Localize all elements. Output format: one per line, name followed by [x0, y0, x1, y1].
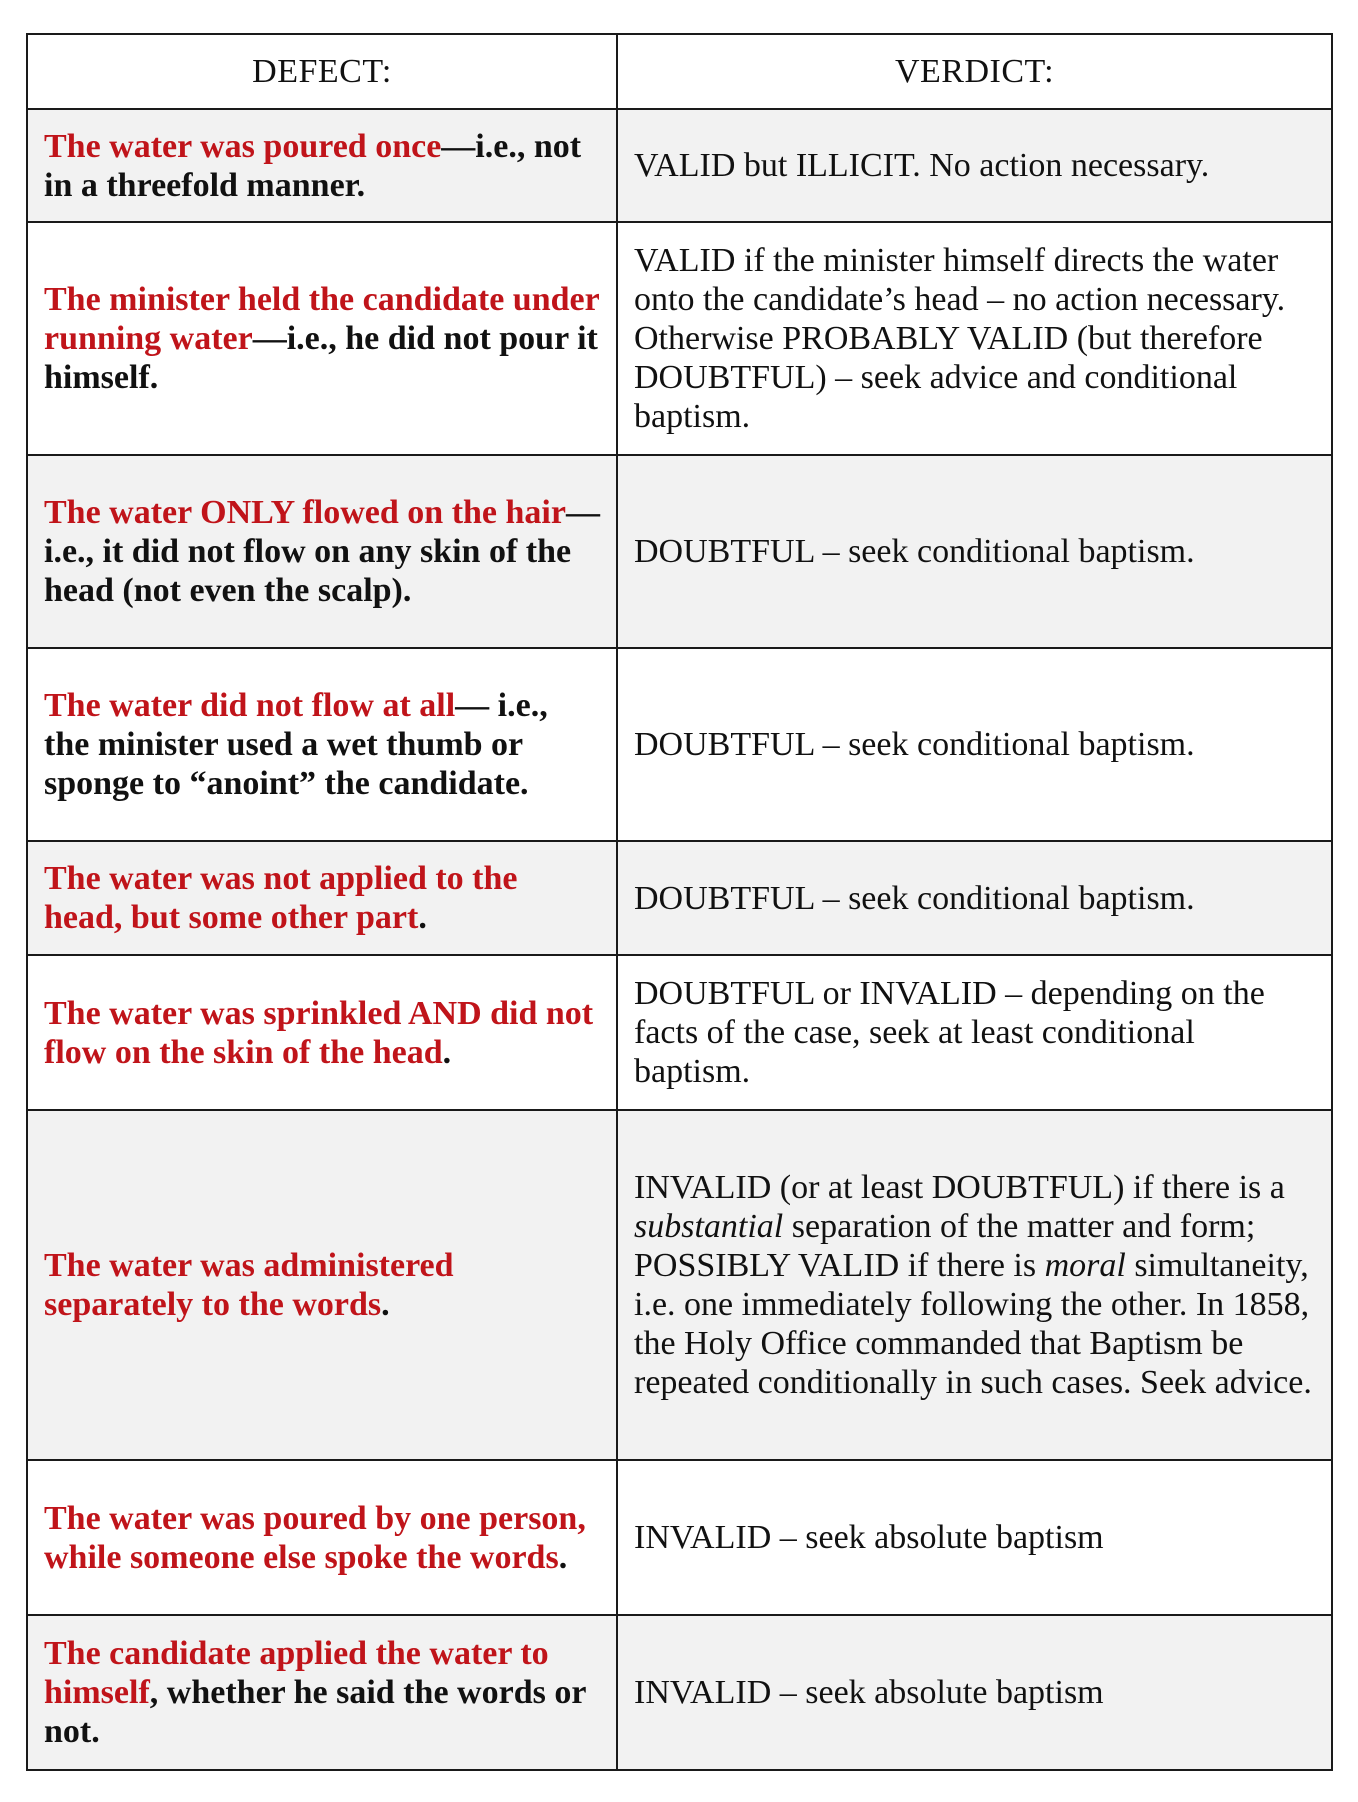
verdict-cell	[617, 1460, 1332, 1615]
defect-explanation: .	[381, 1286, 390, 1323]
defect-cell	[27, 109, 617, 222]
verdict-text: DOUBTFUL – seek conditional baptism.	[634, 533, 1195, 570]
defect-explanation: —i.e., not in a threefold manner.	[44, 127, 582, 204]
defect-highlight: The water was not applied to the head, but some other part	[44, 860, 518, 936]
table-row	[27, 109, 1332, 222]
defect-cell	[27, 1460, 617, 1615]
defect-cell	[27, 955, 617, 1110]
defect-cell	[27, 455, 617, 648]
defect-cell	[27, 222, 617, 455]
defect-cell	[27, 841, 617, 955]
table-row	[27, 1460, 1332, 1615]
verdict-text: DOUBTFUL – seek conditional baptism.	[634, 879, 1195, 917]
verdict-text: VALID but ILLICIT. No action necessary.	[634, 147, 1210, 184]
verdict-cell	[617, 841, 1332, 955]
verdict-text: DOUBTFUL – seek conditional baptism.	[634, 726, 1195, 763]
defect-highlight: The water ONLY flowed on the hair	[44, 494, 566, 531]
defect-explanation: —i.e., he did not pour it himself.	[44, 320, 598, 396]
defect-explanation: .	[418, 899, 427, 936]
verdict-cell	[617, 455, 1332, 648]
table-row	[27, 1110, 1332, 1460]
defect-cell	[27, 648, 617, 841]
defect-cell	[27, 1110, 617, 1460]
verdict-cell	[617, 955, 1332, 1110]
table-row	[27, 455, 1332, 648]
verdict-text-part-1: INVALID (or at least DOUBTFUL) if there is a	[634, 1169, 1285, 1206]
defect-explanation: —i.e., it did not flow on any skin of the head (not even the scalp).	[44, 494, 600, 609]
table-row	[27, 841, 1332, 955]
verdict-text-part-2: separation of the matter and form; POSSIBLY VALID if there is	[634, 1208, 1256, 1284]
verdict-emphasis-2: moral	[1044, 1247, 1126, 1284]
defect-verdict-table	[26, 33, 1333, 1771]
defect-highlight: The water was administered separately to the words	[44, 1247, 454, 1323]
verdict-cell	[617, 109, 1332, 222]
verdict-text: DOUBTFUL or INVALID – depending on the facts of the case, seek at least conditional baptism.	[634, 975, 1265, 1090]
verdict-cell	[617, 1615, 1332, 1770]
verdict-cell	[617, 648, 1332, 841]
verdict-text: VALID if the minister himself directs the water onto the candidate’s head – no action necessary. Otherwise PROBABLY VALID (but therefore DOUBTFUL) – seek advice and conditional baptism.	[634, 242, 1286, 435]
defect-cell	[27, 1615, 617, 1770]
verdict-text: INVALID – seek absolute baptism	[634, 1519, 1104, 1556]
defect-highlight: The minister held the candidate under running water	[44, 281, 600, 357]
defect-highlight: The candidate applied the water to himself	[44, 1635, 549, 1711]
defect-highlight: The water was poured once	[44, 127, 442, 165]
defect-highlight: The water was poured by one person, while someone else spoke the words	[44, 1499, 586, 1576]
table-row	[27, 955, 1332, 1110]
verdict-cell	[617, 1110, 1332, 1460]
defect-column-header: DEFECT:	[27, 34, 617, 109]
verdict-cell	[617, 222, 1332, 455]
defect-highlight: The water was sprinkled AND did not flow on the skin of the head	[44, 994, 594, 1071]
table-row	[27, 1615, 1332, 1770]
table-row	[27, 222, 1332, 455]
defect-explanation: .	[558, 1538, 568, 1576]
defect-explanation: , whether he said the words or not.	[44, 1674, 586, 1750]
defect-explanation: .	[442, 1033, 452, 1071]
header-row	[27, 34, 1332, 109]
verdict-column-header: VERDICT:	[617, 34, 1332, 109]
table-row	[27, 648, 1332, 841]
defect-explanation: — i.e., the minister used a wet thumb or sponge to “anoint” the candidate.	[44, 687, 548, 802]
defect-highlight: The water did not flow at all	[44, 687, 456, 724]
verdict-text-part-3: simultaneity, i.e. one immediately following the other. In 1858, the Holy Office commanded that Baptism be repeated conditionally in such cases. Seek advice.	[634, 1247, 1312, 1401]
verdict-emphasis-1: substantial	[634, 1208, 784, 1245]
verdict-text: INVALID – seek absolute baptism	[634, 1674, 1104, 1711]
